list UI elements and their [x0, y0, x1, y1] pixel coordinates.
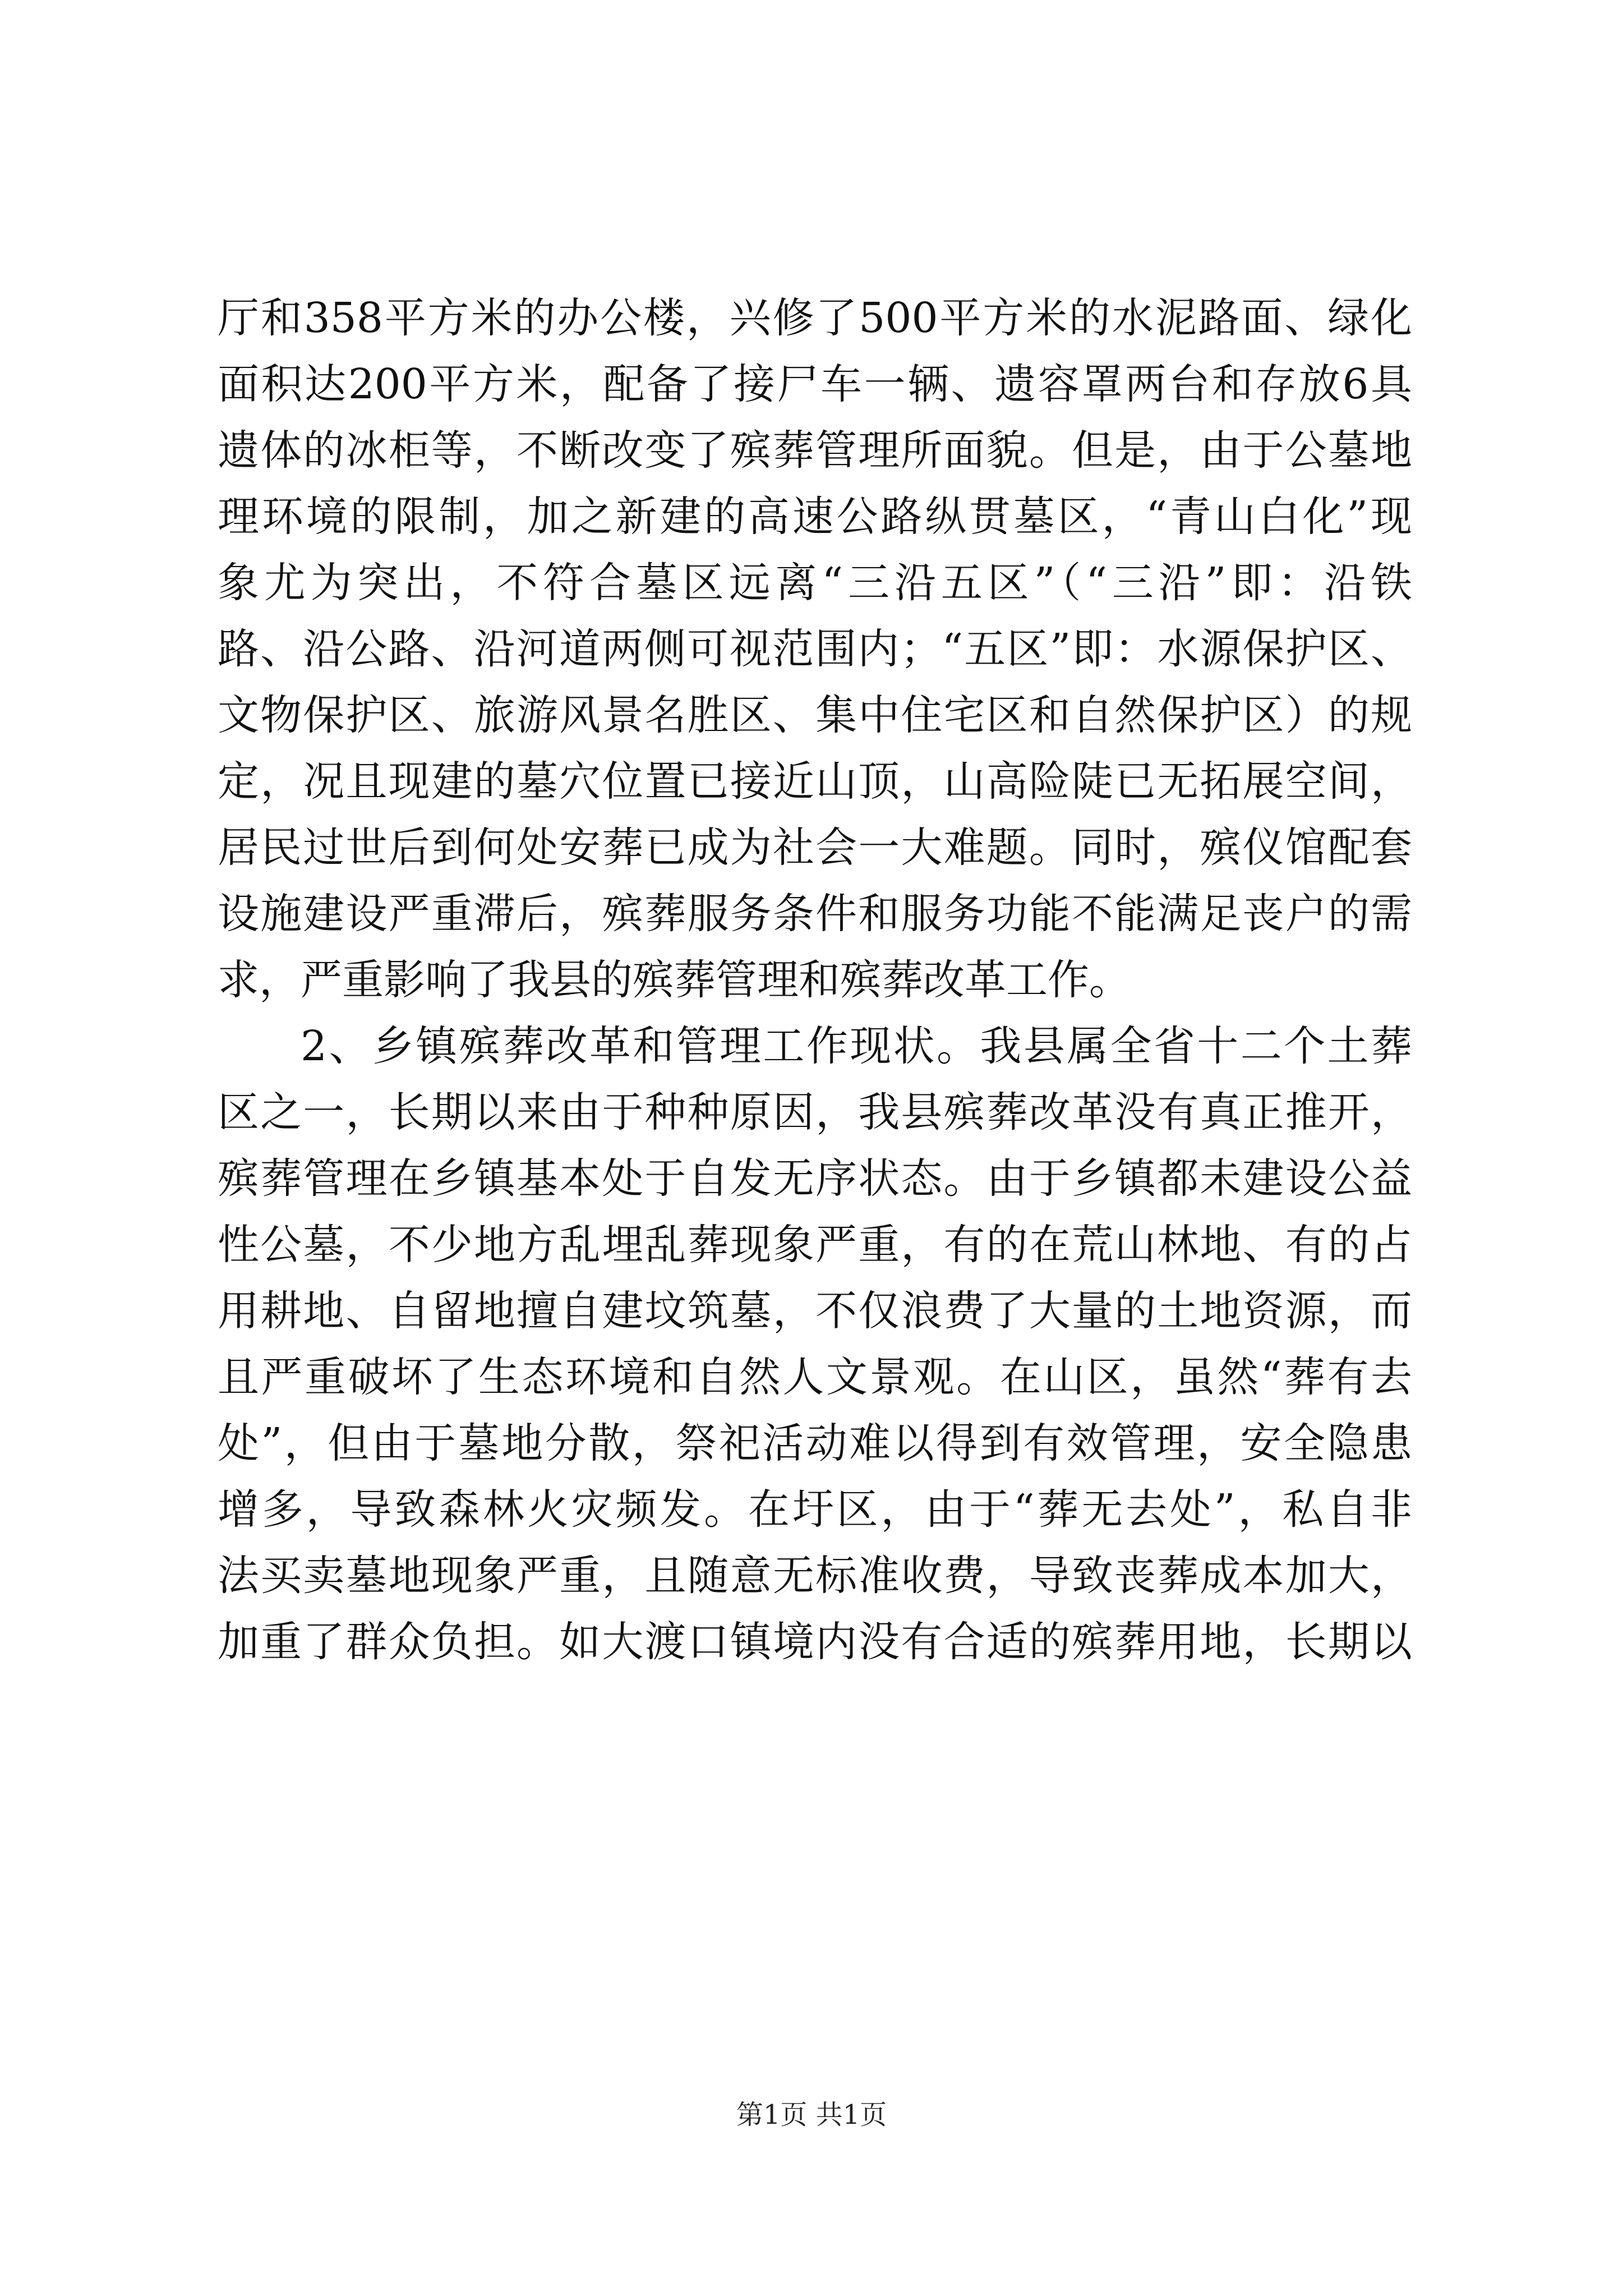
text-line: 面积达200平方米，配备了接尸车一辆、遗容罩两台和存放6具	[218, 360, 1412, 408]
text-line: 路、沿公路、沿河道两侧可视范围内；“五区”即：水源保护区、	[218, 625, 1412, 673]
page-footer	[0, 2098, 1623, 2132]
text-line: 求，严重影响了我县的殡葬管理和殡葬改革工作。	[218, 956, 1131, 1004]
text-line: 2、乡镇殡葬改革和管理工作现状。我县属全省十二个土葬	[301, 1022, 1412, 1070]
text-line: 遗体的冰柜等，不断改变了殡葬管理所面貌。但是，由于公墓地	[218, 426, 1412, 475]
text-line: 处”，但由于墓地分散，祭祀活动难以得到有效管理，安全隐患	[218, 1419, 1412, 1467]
text-line: 文物保护区、旅游风景名胜区、集中住宅区和自然保护区）的规	[218, 691, 1412, 739]
text-line: 居民过世后到何处安葬已成为社会一大难题。同时，殡仪馆配套	[218, 823, 1412, 872]
text-line: 性公墓，不少地方乱埋乱葬现象严重，有的在荒山林地、有的占	[218, 1221, 1412, 1269]
text-line: 区之一，长期以来由于种种原因，我县殡葬改革没有真正推开，	[218, 1088, 1412, 1137]
text-line: 增多，导致森林火灾频发。在圩区，由于“葬无去处”，私自非	[218, 1485, 1412, 1534]
page-number-label: 第1页 共1页	[736, 2099, 887, 2131]
paragraph-1	[218, 285, 1412, 1013]
text-line: 用耕地、自留地擅自建坟筑墓，不仅浪费了大量的土地资源，而	[218, 1287, 1412, 1335]
text-line: 且严重破坏了生态环境和自然人文景观。在山区，虽然“葬有去	[218, 1353, 1412, 1401]
body-text	[218, 285, 1412, 1675]
text-line: 法买卖墓地现象严重，且随意无标准收费，导致丧葬成本加大，	[218, 1552, 1412, 1600]
text-line: 厅和358平方米的办公楼，兴修了500平方米的水泥路面、绿化	[218, 294, 1412, 342]
text-line: 象尤为突出，不符合墓区远离“三沿五区”（“三沿”即：沿铁	[218, 559, 1412, 607]
text-line: 殡葬管理在乡镇基本处于自发无序状态。由于乡镇都未建设公益	[218, 1154, 1412, 1203]
paragraph-2	[218, 1013, 1412, 1675]
text-line: 加重了群众负担。如大渡口镇境内没有合适的殡葬用地，长期以	[218, 1618, 1412, 1666]
text-line: 设施建设严重滞后，殡葬服务条件和服务功能不能满足丧户的需	[218, 890, 1412, 938]
text-line: 理环境的限制，加之新建的高速公路纵贯墓区，“青山白化”现	[218, 493, 1412, 541]
text-line: 定，况且现建的墓穴位置已接近山顶，山高险陡已无拓展空间，	[218, 757, 1412, 806]
